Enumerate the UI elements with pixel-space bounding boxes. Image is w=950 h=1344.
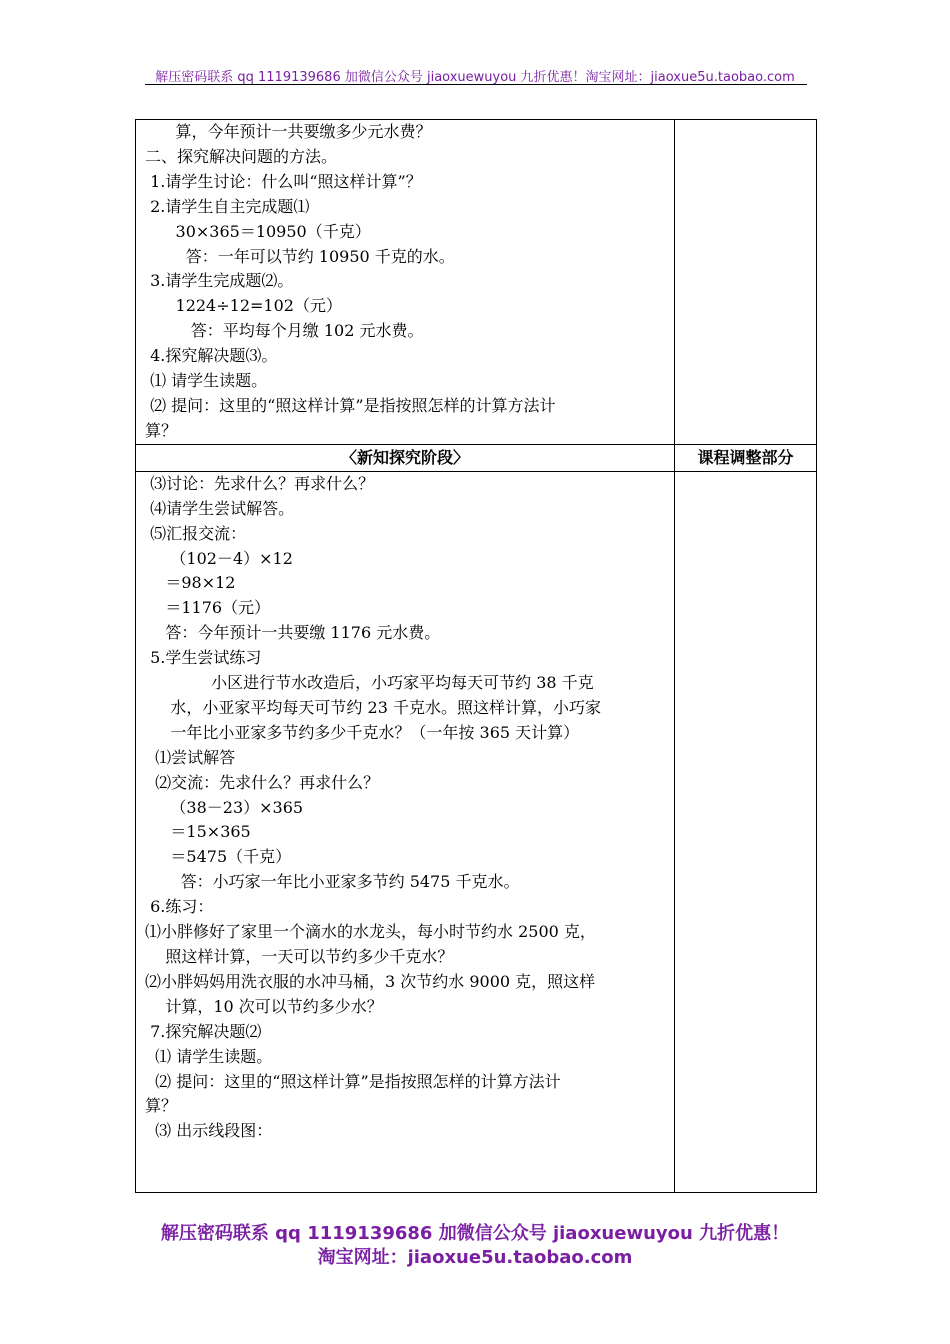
adjustment-cell-empty	[675, 120, 817, 445]
text-line: ⑴ 请学生读题。	[145, 1046, 273, 1066]
text-line: 答：平均每个月缴 102 元水费。	[145, 321, 424, 341]
text-line: ⑵交流：先求什么？再求什么？	[145, 772, 380, 792]
text-line: 5.学生尝试练习	[145, 648, 262, 668]
header-contact-note: 解压密码联系 qq 1119139686 加微信公众号 jiaoxuewuyou 九折优惠！淘宝网址：jiaoxue5u.taobao.com	[155, 70, 795, 85]
text-line: （38－23）×365	[145, 797, 304, 817]
text-line: （102－4）×12	[145, 548, 293, 568]
table-row	[136, 120, 817, 445]
text-line: 答：今年预计一共要缴 1176 元水费。	[145, 623, 441, 643]
process-text-block	[136, 472, 674, 1144]
text-line: 二、探究解决问题的方法。	[145, 146, 338, 166]
text-line: ＝98×12	[145, 573, 236, 593]
header-divider	[145, 84, 807, 85]
text-line: ⑶ 出示线段图：	[145, 1121, 273, 1141]
text-line: ⑸汇报交流：	[145, 523, 247, 543]
text-line: 小区进行节水改造后，小巧家平均每天可节约 38 千克	[145, 673, 594, 693]
text-line: 答：一年可以节约 10950 千克的水。	[145, 246, 455, 266]
text-line: ⑴小胖修好了家里一个滴水的水龙头，每小时节约水 2500 克，	[145, 922, 596, 942]
adjustment-cell-empty	[675, 471, 817, 1192]
text-line: ＝1176（元）	[145, 598, 271, 618]
process-cell	[136, 471, 675, 1192]
lesson-plan-table	[135, 119, 817, 1193]
process-cell	[136, 120, 675, 445]
text-line: ⑴ 请学生读题。	[145, 371, 268, 391]
text-line: 1224÷12=102（元）	[145, 296, 342, 316]
text-line: 2.请学生自主完成题⑴	[145, 196, 310, 216]
text-line: ⑵ 提问：这里的“照这样计算”是指按照怎样的计算方法计	[145, 395, 556, 415]
text-line: 水，小亚家平均每天可节约 23 千克水。照这样计算，小巧家	[145, 697, 601, 717]
table-row	[136, 471, 817, 1192]
text-line: 答：小巧家一年比小亚家多节约 5475 千克水。	[145, 872, 520, 892]
text-line: ＝5475（千克）	[145, 847, 292, 867]
text-line: 照这样计算，一天可以节约多少千克水？	[145, 947, 454, 966]
footer-contact-line: 解压密码联系 qq 1119139686 加微信公众号 jiaoxuewuyou 九折优惠！	[160, 1223, 790, 1244]
table-row	[136, 444, 817, 471]
process-text-block	[136, 120, 674, 444]
text-line: ⑵ 提问：这里的“照这样计算”是指按照怎样的计算方法计	[145, 1071, 561, 1091]
text-line: 4.探究解决题⑶。	[145, 346, 278, 366]
footer-shop-url: 淘宝网址：jiaoxue5u.taobao.com	[317, 1247, 633, 1268]
text-line: ⑴尝试解答	[145, 747, 236, 767]
text-line: 算？	[145, 1096, 178, 1116]
text-line: 30×365＝10950（千克）	[145, 221, 371, 241]
text-line: ＝15×365	[145, 822, 251, 842]
text-line: 1.请学生讨论：什么叫“照这样计算”？	[145, 171, 422, 191]
text-line: 一年比小亚家多节约多少千克水？（一年按 365 天计算）	[145, 722, 580, 742]
text-line: ⑶讨论：先求什么？再求什么？	[145, 473, 375, 493]
text-line: 6.练习：	[145, 897, 214, 917]
text-line: 7.探究解决题⑵	[145, 1021, 262, 1041]
text-line: ⑷请学生尝试解答。	[145, 498, 295, 518]
section-title: 〈新知探究阶段〉	[136, 444, 675, 471]
text-line: ⑵小胖妈妈用洗衣服的水冲马桶，3 次节约水 9000 克，照这样	[145, 971, 596, 991]
text-line: 3.请学生完成题⑵。	[145, 271, 294, 291]
text-line: 算，今年预计一共要缴多少元水费？	[145, 122, 432, 141]
adjustment-column-title: 课程调整部分	[675, 444, 817, 471]
text-line: 算？	[145, 420, 178, 440]
text-line: 计算，10 次可以节约多少水？	[145, 996, 383, 1016]
